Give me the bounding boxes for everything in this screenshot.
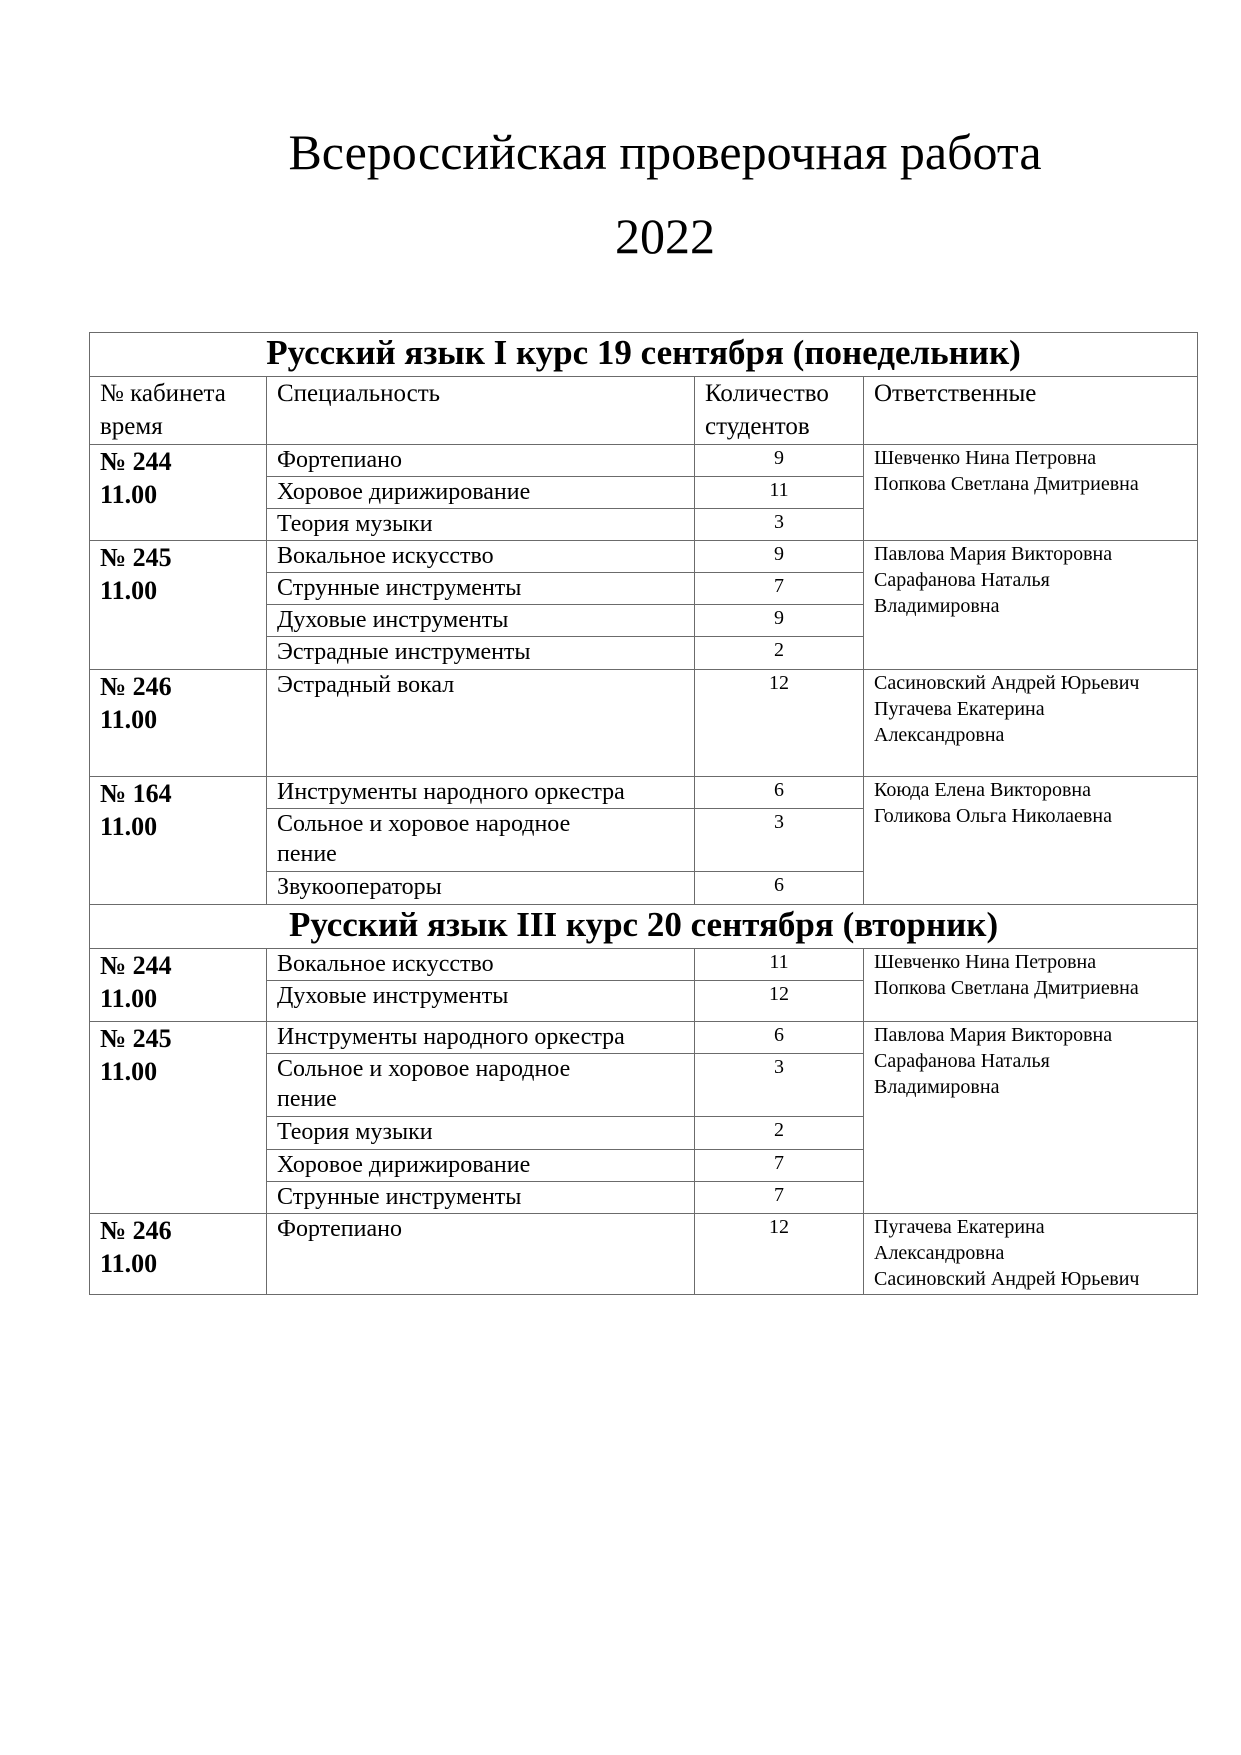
- specialty-cell: Вокальное искусство: [267, 541, 695, 573]
- specialty-cell: Вокальное искусство: [267, 949, 695, 981]
- student-count-cell: 6: [695, 777, 864, 809]
- table-row: [90, 541, 1198, 573]
- room-number: № 244: [100, 447, 172, 476]
- specialty-cell: Фортепиано: [267, 1214, 695, 1295]
- student-count-cell: 11: [695, 949, 864, 981]
- responsible-person: Голикова Ольга Николаевна: [874, 805, 1112, 827]
- responsible-person: Коюда Елена Викторовна: [874, 779, 1091, 801]
- room-time-cell: [90, 670, 267, 777]
- exam-time: 11.00: [100, 576, 158, 605]
- student-count-cell: 6: [695, 1022, 864, 1054]
- specialty-cell: Хоровое дирижирование: [267, 1150, 695, 1182]
- table-row: [90, 1022, 1198, 1054]
- exam-time: 11.00: [100, 1249, 158, 1278]
- responsible-person: Попкова Светлана Дмитриевна: [874, 473, 1139, 495]
- section-heading-row: [90, 905, 1198, 949]
- room-time-cell: [90, 541, 267, 670]
- responsible-person: Владимировна: [874, 1076, 1000, 1098]
- responsible-person: Пугачева Екатерина: [874, 698, 1045, 720]
- responsible-person: Павлова Мария Викторовна: [874, 1024, 1113, 1046]
- student-count-cell: 9: [695, 541, 864, 573]
- table-row: [90, 949, 1198, 981]
- student-count-cell: 7: [695, 1150, 864, 1182]
- specialty-cell: Звукооператоры: [267, 872, 695, 905]
- responsible-cell: [864, 949, 1198, 1022]
- specialty-cell: Фортепиано: [267, 445, 695, 477]
- student-count-cell: 7: [695, 1182, 864, 1214]
- specialty-cell: Эстрадные инструменты: [267, 637, 695, 670]
- student-count-cell: 6: [695, 872, 864, 905]
- specialty-cell: Теория музыки: [267, 509, 695, 541]
- room-time-cell: [90, 445, 267, 541]
- specialty-cell: Инструменты народного оркестра: [267, 1022, 695, 1054]
- column-header-room-time: [90, 377, 267, 445]
- specialty-cell: Духовые инструменты: [267, 981, 695, 1022]
- responsible-cell: [864, 541, 1198, 670]
- header-count-label-1: Количество: [705, 380, 829, 407]
- exam-time: 11.00: [100, 705, 158, 734]
- header-room-label: № кабинета: [100, 380, 226, 407]
- specialty-cell: Теория музыки: [267, 1117, 695, 1150]
- responsible-cell: [864, 1022, 1198, 1214]
- column-header-count: [695, 377, 864, 445]
- room-number: № 246: [100, 1216, 172, 1245]
- document-title: Всероссийская проверочная работа: [288, 124, 1042, 180]
- student-count-cell: 2: [695, 1117, 864, 1150]
- responsible-person: Шевченко Нина Петровна: [874, 447, 1097, 469]
- specialty-cell: Эстрадный вокал: [267, 670, 695, 777]
- specialty-cell: Струнные инструменты: [267, 1182, 695, 1214]
- student-count-cell: 11: [695, 477, 864, 509]
- table-row: [90, 670, 1198, 777]
- responsible-cell: [864, 777, 1198, 905]
- section-heading: Русский язык III курс 20 сентября (вторник): [90, 905, 1198, 949]
- table-row: [90, 1214, 1198, 1295]
- exam-time: 11.00: [100, 812, 158, 841]
- responsible-person: Александровна: [874, 724, 1005, 746]
- room-number: № 245: [100, 543, 172, 572]
- responsible-person: Пугачева Екатерина: [874, 1216, 1045, 1238]
- responsible-person: Сасиновский Андрей Юрьевич: [874, 1268, 1140, 1290]
- exam-time: 11.00: [100, 1057, 158, 1086]
- section-heading: Русский язык I курс 19 сентября (понедельник): [90, 333, 1198, 377]
- header-time-label: время: [100, 413, 163, 440]
- room-time-cell: [90, 1022, 267, 1214]
- table-row: [90, 445, 1198, 477]
- specialty-cell: Сольное и хоровое народное пение: [267, 809, 695, 872]
- responsible-person: Владимировна: [874, 595, 1000, 617]
- specialty-cell: Инструменты народного оркестра: [267, 777, 695, 809]
- table-row: [90, 777, 1198, 809]
- student-count-cell: 9: [695, 605, 864, 637]
- student-count-cell: 3: [695, 1054, 864, 1117]
- document-year: 2022: [615, 208, 715, 264]
- specialty-cell: Сольное и хоровое народное пение: [267, 1054, 695, 1117]
- room-time-cell: [90, 949, 267, 1022]
- responsible-person: Александровна: [874, 1242, 1005, 1264]
- student-count-cell: 3: [695, 509, 864, 541]
- responsible-cell: [864, 1214, 1198, 1295]
- room-number: № 245: [100, 1024, 172, 1053]
- responsible-person: Шевченко Нина Петровна: [874, 951, 1097, 973]
- responsible-person: Сарафанова Наталья: [874, 1050, 1050, 1072]
- responsible-person: Сасиновский Андрей Юрьевич: [874, 672, 1140, 694]
- responsible-person: Сарафанова Наталья: [874, 569, 1050, 591]
- specialty-cell: Духовые инструменты: [267, 605, 695, 637]
- exam-time: 11.00: [100, 984, 158, 1013]
- student-count-cell: 3: [695, 809, 864, 872]
- student-count-cell: 12: [695, 1214, 864, 1295]
- header-count-label-2: студентов: [705, 413, 810, 440]
- responsible-person: Попкова Светлана Дмитриевна: [874, 977, 1139, 999]
- column-header-responsible: Ответственные: [864, 377, 1198, 445]
- schedule-table: [89, 332, 1198, 1295]
- student-count-cell: 2: [695, 637, 864, 670]
- column-header-row: [90, 377, 1198, 445]
- responsible-cell: [864, 445, 1198, 541]
- exam-time: 11.00: [100, 480, 158, 509]
- student-count-cell: 12: [695, 670, 864, 777]
- room-time-cell: [90, 777, 267, 905]
- column-header-specialty: Специальность: [267, 377, 695, 445]
- student-count-cell: 7: [695, 573, 864, 605]
- room-number: № 244: [100, 951, 172, 980]
- student-count-cell: 9: [695, 445, 864, 477]
- responsible-person: Павлова Мария Викторовна: [874, 543, 1113, 565]
- room-time-cell: [90, 1214, 267, 1295]
- room-number: № 246: [100, 672, 172, 701]
- specialty-cell: Хоровое дирижирование: [267, 477, 695, 509]
- responsible-cell: [864, 670, 1198, 777]
- section-heading-row: [90, 333, 1198, 377]
- room-number: № 164: [100, 779, 172, 808]
- specialty-cell: Струнные инструменты: [267, 573, 695, 605]
- student-count-cell: 12: [695, 981, 864, 1022]
